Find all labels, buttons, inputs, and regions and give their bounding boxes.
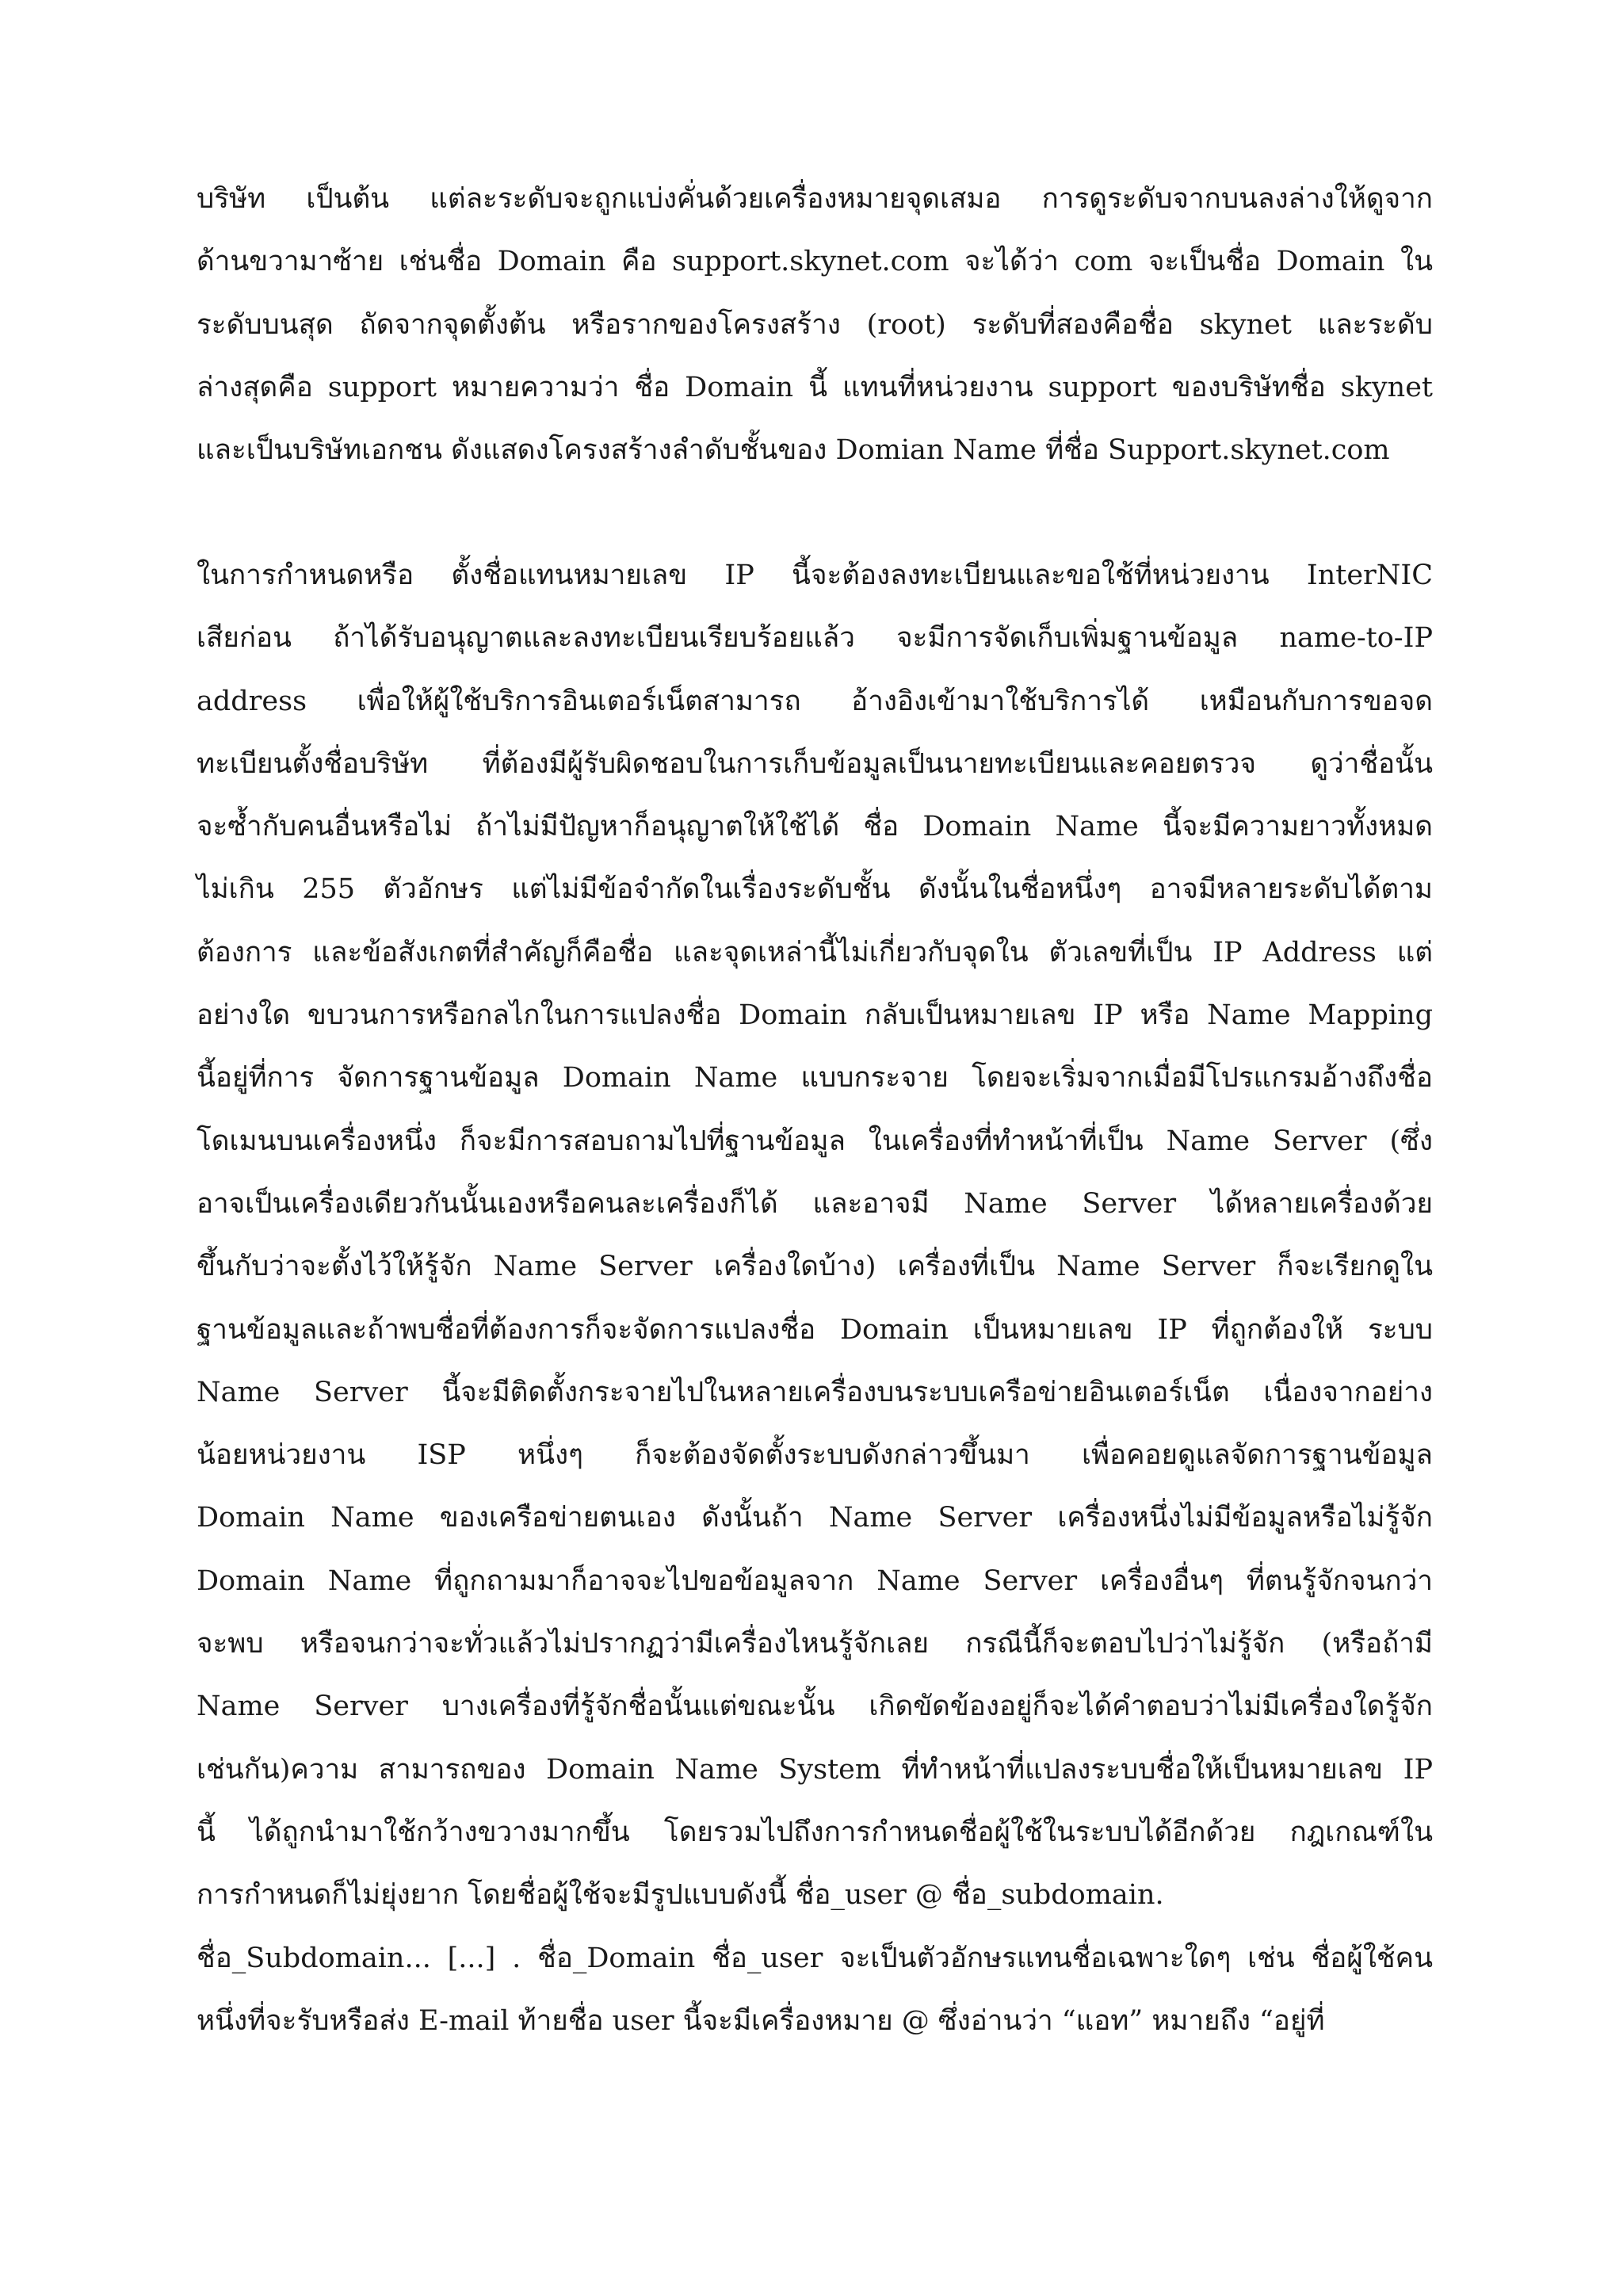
text-line: ฐานข้อมูลและถ้าพบชื่อที่ต้องการก็จะจัดการแปลงชื่อ Domain เป็นหมายเลข IP ที่ถูกต้องให้ ระบบ: [197, 1313, 1433, 1346]
text-line: ไม่เกิน 255 ตัวอักษร แต่ไม่มีข้อจำกัดในเรื่องระดับชั้น ดังนั้นในชื่อหนึ่งๆ อาจมีหลายระดับได้ตาม: [197, 873, 1433, 906]
text-line: นี้อยู่ที่การ จัดการฐานข้อมูล Domain Name แบบกระจาย โดยจะเริ่มจากเมื่อมีโปรแกรมอ้างถึงชื่อ: [197, 1062, 1433, 1095]
text-line: ล่างสุดคือ support หมายความว่า ชื่อ Domain นี้ แทนที่หน่วยงาน support ของบริษัทชื่อ skynet: [197, 371, 1433, 403]
text-line: ต้องการ และข้อสังเกตที่สำคัญก็คือชื่อ และจุดเหล่านี้ไม่เกี่ยวกับจุดใน ตัวเลขที่เป็น IP Address แต่: [197, 936, 1433, 968]
text-line: จะพบ หรือจนกว่าจะทั่วแล้วไม่ปรากฏว่ามีเครื่องไหนรู้จักเลย กรณีนี้ก็จะตอบไปว่าไม่รู้จัก (หรือถ้ามี: [197, 1628, 1433, 1660]
text-line: การกำหนดก็ไม่ยุ่งยาก โดยชื่อผู้ใช้จะมีรูปแบบดังนี้ ชื่อ_user @ ชื่อ_subdomain.: [197, 1879, 1164, 1912]
text-line: ชื่อ_Subdomain... [...] . ชื่อ_Domain ชื่อ_user จะเป็นตัวอักษรแทนชื่อเฉพาะใดๆ เช่น ชื่อผู้ใช้คน: [197, 1942, 1433, 1974]
text-line: ทะเบียนตั้งชื่อบริษัท ที่ต้องมีผู้รับผิดชอบในการเก็บข้อมูลเป็นนายทะเบียนและคอยตรวจ ดูว่าชื่อนั้น: [197, 747, 1433, 780]
text-line: และเป็นบริษัทเอกชน ดังแสดงโครงสร้างลำดับชั้นของ Domian Name ที่ชื่อ Support.skynet.com: [197, 434, 1390, 467]
text-line: ในการกำหนดหรือ ตั้งชื่อแทนหมายเลข IP นี้จะต้องลงทะเบียนและขอใช้ที่หน่วยงาน InterNIC: [197, 560, 1433, 591]
text-line: ขึ้นกับว่าจะตั้งไว้ให้รู้จัก Name Server เครื่องใดบ้าง) เครื่องที่เป็น Name Server ก็จะเรียกดูใน: [197, 1251, 1433, 1283]
text-line: จะซ้ำกับคนอื่นหรือไม่ ถ้าไม่มีปัญหาก็อนุญาตให้ใช้ได้ ชื่อ Domain Name นี้จะมีความยาวทั้งหมด: [197, 811, 1433, 843]
text-line: นี้ ได้ถูกนำมาใช้กว้างขวางมากขึ้น โดยรวมไปถึงการกำหนดชื่อผู้ใช้ในระบบได้อีกด้วย กฎเกณฑ์ใน: [197, 1816, 1433, 1848]
text-line: เสียก่อน ถ้าได้รับอนุญาตและลงทะเบียนเรียบร้อยแล้ว จะมีการจัดเก็บเพิ่มฐานข้อมูล name-to-IP: [197, 622, 1433, 655]
text-line: บริษัท เป็นต้น แต่ละระดับจะถูกแบ่งคั่นด้วยเครื่องหมายจุดเสมอ การดูระดับจากบนลงล่างให้ดูจาก: [197, 183, 1433, 215]
text-line: Name Server บางเครื่องที่รู้จักชื่อนั้นแต่ขณะนั้น เกิดขัดข้องอยู่ก็จะได้คำตอบว่าไม่มีเครื่องใดรู้จัก: [197, 1690, 1433, 1723]
text-line: address เพื่อให้ผู้ใช้บริการอินเตอร์เน็ตสามารถ อ้างอิงเข้ามาใช้บริการได้ เหมือนกับการขอจด: [197, 685, 1433, 717]
text-line: อย่างใด ขบวนการหรือกลไกในการแปลงชื่อ Domain กลับเป็นหมายเลข IP หรือ Name Mapping: [197, 999, 1433, 1032]
text-line: อาจเป็นเครื่องเดียวกันนั้นเองหรือคนละเครื่องก็ได้ และอาจมี Name Server ได้หลายเครื่องด้วย: [197, 1187, 1433, 1220]
text-line: เช่นกัน)ความ สามารถของ Domain Name System ที่ทำหน้าที่แปลงระบบชื่อให้เป็นหมายเลข IP: [197, 1753, 1433, 1786]
paragraph-domain-levels: [197, 168, 1433, 482]
text-line: Domain Name ของเครือข่ายตนเอง ดังนั้นถ้า Name Server เครื่องหนึ่งไม่มีข้อมูลหรือไม่รู้จัก: [197, 1502, 1433, 1534]
paragraph-name-registration: [197, 544, 1433, 2053]
text-line: ด้านขวามาซ้าย เช่นชื่อ Domain คือ support.skynet.com จะได้ว่า com จะเป็นชื่อ Domain ใน: [197, 246, 1433, 278]
text-line: น้อยหน่วยงาน ISP หนึ่งๆ ก็จะต้องจัดตั้งระบบดังกล่าวขึ้นมา เพื่อคอยดูแลจัดการฐานข้อมูล: [197, 1439, 1433, 1472]
text-line: Name Server นี้จะมีติดตั้งกระจายไปในหลายเครื่องบนระบบเครือข่ายอินเตอร์เน็ต เนื่องจากอย่าง: [197, 1376, 1433, 1408]
text-line: โดเมนบนเครื่องหนึ่ง ก็จะมีการสอบถามไปที่ฐานข้อมูล ในเครื่องที่ทำหน้าที่เป็น Name Server (ซึ่ง: [197, 1125, 1433, 1157]
text-line: ระดับบนสุด ถัดจากจุดตั้งต้น หรือรากของโครงสร้าง (root) ระดับที่สองคือชื่อ skynet และระดับ: [197, 308, 1433, 341]
text-line: หนึ่งที่จะรับหรือส่ง E-mail ท้ายชื่อ user นี้จะมีเครื่องหมาย @ ซึ่งอ่านว่า “แอท” หมายถึง “อยู่ที่: [197, 2004, 1325, 2037]
text-line: Domain Name ที่ถูกถามมาก็อาจจะไปขอข้อมูลจาก Name Server เครื่องอื่นๆ ที่ตนรู้จักจนกว่า: [197, 1564, 1433, 1597]
